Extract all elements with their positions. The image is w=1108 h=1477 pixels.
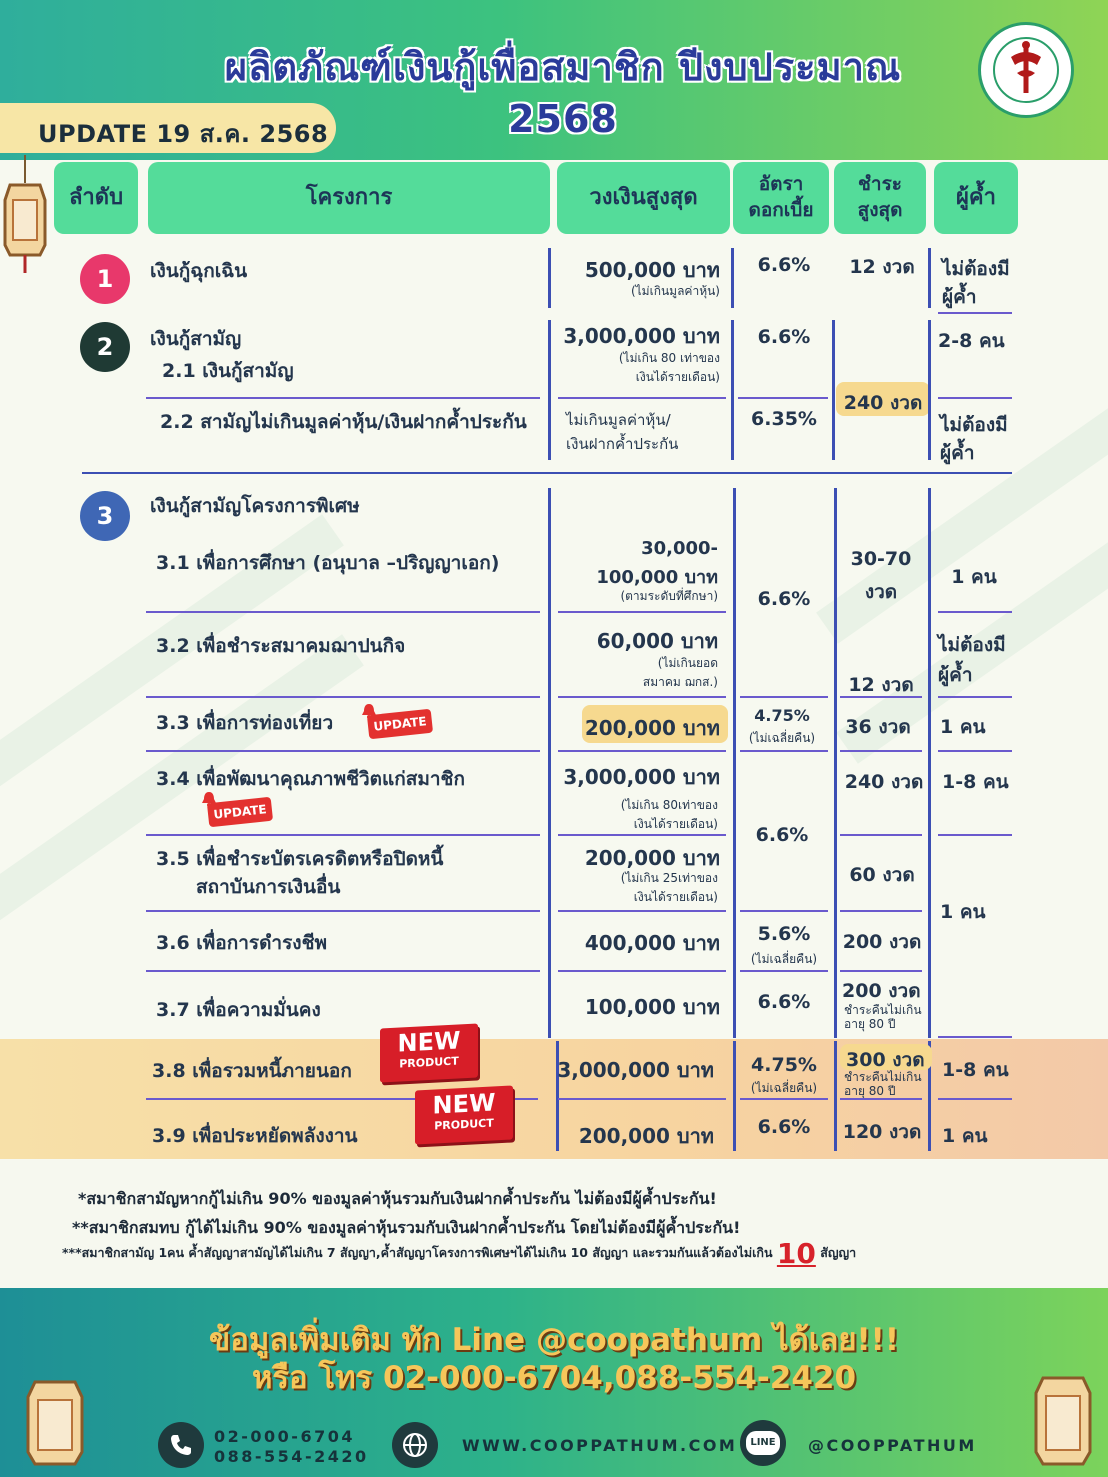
row-3-3-rate-note: (ไม่เฉลี่ยคืน) [748,731,816,745]
divider [558,834,726,836]
header-rate-line1: อัตรา [758,173,804,196]
divider [928,488,931,1038]
header-rate-line2: ดอกเบี้ย [748,199,814,221]
row-1-number-label: 1 [96,265,114,293]
contact-line-2: หรือ โทร 02-000-6704,088-554-2420 [251,1360,857,1396]
row-3-4-guarantor: 1-8 คน [942,771,1009,793]
divider [938,1098,1012,1100]
row-2-1-amount: 3,000,000 บาท [563,324,720,348]
page-title: ผลิตภัณฑ์เงินกู้เพื่อสมาชิก ปีงบประมาณ 2568 [224,45,902,141]
update-badge-label: UPDATE [212,802,268,822]
header-guarantor [934,162,1018,234]
row-3-8-name: 3.8 เพื่อรวมหนี้ภายนอก [152,1060,352,1082]
divider [146,611,540,613]
row-3-6-name: 3.6 เพื่อการดำรงชีพ [156,932,327,954]
header-pay-line2: สูงสุด [857,199,903,221]
row-2-1-name: 2.1 เงินกู้สามัญ [162,360,294,382]
divider [928,320,931,460]
header-payment [834,162,926,234]
row-3-4-5-rate: 6.6% [755,824,809,846]
divider [928,248,931,308]
row-1-rate: 6.6% [757,254,811,276]
row-3-6-pay: 200 งวด [842,931,922,953]
divider [740,750,828,752]
divider [146,970,540,972]
header-max-amount-label: วงเงินสูงสุด [589,185,698,211]
new-product-badge [380,1023,478,1082]
row-3-5-name-l1: 3.5 เพื่อชำระบัตรเครดิตหรือปิดหนี้ [156,848,444,870]
row-3-1-name: 3.1 เพื่อการศึกษา (อนุบาล –ปริญญาเอก) [156,552,500,574]
row-3-4-name: 3.4 เพื่อพัฒนาคุณภาพชีวิตแก่สมาชิก [156,768,465,790]
divider [840,696,922,698]
row-3-7-pay-note-l1: ชำระคืนไม่เกิน [844,1003,922,1017]
divider [740,1098,828,1100]
header-project [148,162,550,234]
row-2-number [80,322,130,372]
row-3-2-amount: 60,000 บาท [596,629,718,653]
divider [840,910,922,912]
row-3-6-rate: 5.6% [757,923,811,945]
divider [558,970,726,972]
row-3-4-pay: 240 งวด [844,771,924,793]
row-3-5-7-guarantor: 1 คน [940,901,986,923]
header-rate [733,162,829,234]
row-1-guarantor-l2: ผู้ค้ำ [942,286,977,308]
row-2-2-guarantor-l2: ผู้ค้ำ [940,442,975,464]
phone-icon[interactable] [158,1422,204,1468]
row-3-2-guarantor-l1: ไม่ต้องมี [938,634,1006,656]
divider [740,696,828,698]
divider [146,696,540,698]
divider [548,320,551,460]
divider [558,611,726,613]
row-3-7-pay-note-l2: อายุ 80 ปี [844,1017,896,1031]
row-2-name: เงินกู้สามัญ [150,328,242,350]
update-date: UPDATE 19 ส.ค. 2568 [38,120,329,148]
row-1-guarantor-l1: ไม่ต้องมี [942,258,1010,280]
row-1-amount: 500,000 บาท [584,258,720,282]
divider [558,1098,726,1100]
row-3-3-pay: 36 งวด [845,716,911,738]
cooperative-emblem-icon [978,22,1074,118]
row-2-2-amount-l2: เงินฝากค้ำประกัน [566,435,679,453]
row-3-3-name: 3.3 เพื่อการท่องเที่ยว [156,712,334,734]
lantern-left-icon [0,155,50,275]
row-3-name: เงินกู้สามัญโครงการพิเศษ [150,495,360,517]
divider [740,970,828,972]
row-3-8-rate: 4.75% [751,1054,817,1076]
divider [548,248,551,308]
row-3-7-amount: 100,000 บาท [584,995,720,1019]
divider [938,312,1012,314]
row-1-pay: 12 งวด [849,256,915,278]
divider [731,248,734,308]
update-badge-label: UPDATE [372,714,428,734]
line-app-icon[interactable] [740,1420,786,1466]
row-3-number-label: 3 [96,502,114,530]
row-3-2-note-l1: (ไม่เกินยอด [657,656,718,670]
row-1-name: เงินกู้ฉุกเฉิน [150,260,248,282]
row-3-1-amount-l1: 30,000- [641,538,718,559]
row-3-6-rate-note: (ไม่เฉลี่ยคืน) [750,952,818,966]
row-3-3-rate: 4.75% [754,706,810,725]
footer-phone-2[interactable]: 088-554-2420 [214,1447,369,1466]
header-project-label: โครงการ [305,185,393,211]
row-3-8-pay: 300 งวด [846,1049,925,1071]
row-3-1-note: (ตามระดับที่ศึกษา) [620,589,718,603]
footer-website[interactable]: WWW.COOPPATHUM.COM [462,1436,738,1455]
row-3-4-amount: 3,000,000 บาท [563,765,720,789]
row-3-1-guarantor: 1 คน [951,566,997,588]
divider [146,750,540,752]
section-divider [82,472,1012,474]
row-2-number-label: 2 [96,333,114,361]
divider [840,834,922,836]
row-2-1-guarantor: 2-8 คน [938,330,1005,352]
divider [938,611,1012,613]
line-icon-label: LINE [746,1431,780,1455]
row-3-1-amount-l2: 100,000 บาท [596,567,718,588]
divider [840,970,922,972]
row-3-7-pay: 200 งวด [842,980,921,1002]
row-3-9-name: 3.9 เพื่อประหยัดพลังงาน [152,1125,358,1147]
new-product-badge [415,1085,513,1144]
header-guarantor-label: ผู้ค้ำ [956,185,996,211]
header-order-label: ลำดับ [68,185,124,211]
header-order [54,162,138,234]
row-3-2-pay: 12 งวด [848,674,914,696]
row-2-pay: 240 งวด [843,392,923,414]
divider [558,750,726,752]
divider [938,834,1012,836]
divider [558,696,726,698]
divider [840,750,922,752]
row-3-2-name: 3.2 เพื่อชำระสมาคมฌาปนกิจ [156,635,406,657]
row-3-4-note-l1: (ไม่เกิน 80เท่าของ [620,798,718,812]
note-3-number: 10 [776,1237,816,1270]
divider [938,397,1012,399]
divider [731,320,734,460]
row-3-8-pay-note-l2: อายุ 80 ปี [844,1084,896,1098]
contact-line-1: ข้อมูลเพิ่มเติม ทัก Line @coopathum ได้เลย!!! [209,1322,899,1358]
row-3-9-guarantor: 1 คน [942,1125,988,1147]
globe-icon[interactable] [392,1422,438,1468]
row-3-3-guarantor: 1 คน [940,716,986,738]
divider [938,696,1012,698]
divider [558,397,726,399]
lantern-footer-right-icon [1028,1368,1098,1472]
row-3-9-amount: 200,000 บาท [578,1124,714,1148]
divider [558,910,726,912]
row-3-5-note-l1: (ไม่เกิน 25เท่าของ [620,871,718,885]
product-badge-label: PRODUCT [399,1054,459,1071]
divider [548,488,551,1038]
row-2-2-guarantor-l1: ไม่ต้องมี [940,414,1008,436]
header-pay-line1: ชำระ [858,173,902,196]
divider [146,834,540,836]
row-3-2-guarantor-l2: ผู้ค้ำ [938,664,973,686]
row-3-1-2-rate: 6.6% [757,588,811,610]
divider [738,397,828,399]
row-3-5-pay: 60 งวด [849,864,915,886]
row-3-5-amount: 200,000 บาท [584,846,720,870]
new-badge-label: NEW [432,1088,496,1120]
row-3-8-pay-note-l1: ชำระคืนไม่เกิน [844,1070,922,1084]
divider [938,750,1012,752]
row-3-5-note-l2: เงินได้รายเดือน) [633,890,718,904]
note-3-text: ***สมาชิกสามัญ 1คน ค้ำสัญญาสามัญได้ไม่เกิน 7 สัญญา,ค้ำสัญญาโครงการพิเศษฯได้ไม่เกิน 10 สัญญา และรวมกันแล้วต้องไม่เกิน [62,1245,773,1260]
header-max-amount [557,162,730,234]
row-2-1-note-l1: (ไม่เกิน 80 เท่าของ [618,351,720,365]
row-3-7-name: 3.7 เพื่อความมั่นคง [156,999,321,1021]
row-1-number [80,254,130,304]
note-1: *สมาชิกสามัญหากกู้ไม่เกิน 90% ของมูลค่าหุ้นรวมกับเงินฝากค้ำประกัน ไม่ต้องมีผู้ค้ำประกัน! [78,1189,717,1208]
row-3-6-amount: 400,000 บาท [584,931,720,955]
row-2-1-note-l2: เงินได้รายเดือน) [635,370,720,384]
row-2-2-name: 2.2 สามัญไม่เกินมูลค่าหุ้น/เงินฝากค้ำประกัน [160,411,527,433]
note-3 [62,1237,856,1270]
row-1-amount-note: (ไม่เกินมูลค่าหุ้น) [630,284,720,298]
row-2-2-rate: 6.35% [751,408,817,430]
divider [146,910,540,912]
note-3-end: สัญญา [820,1245,857,1260]
row-3-1-pay-l1: 30-70 [850,548,912,570]
row-3-8-amount: 3,000,000 บาท [557,1058,714,1082]
note-2: **สมาชิกสมทบ กู้ได้ไม่เกิน 90% ของมูลค่าหุ้นรวมกับเงินฝากค้ำประกัน โดยไม่ต้องมีผู้ค้ำประกัน! [72,1218,741,1237]
row-3-7-rate: 6.6% [757,991,811,1013]
divider [938,1036,1012,1038]
row-3-8-rate-note: (ไม่เฉลี่ยคืน) [750,1081,818,1095]
row-3-8-guarantor: 1-8 คน [942,1059,1009,1081]
divider [832,320,835,460]
row-3-3-amount: 200,000 บาท [584,716,720,740]
row-3-4-note-l2: เงินได้รายเดือน) [633,817,718,831]
row-3-number [80,491,130,541]
divider [740,910,828,912]
row-2-1-rate: 6.6% [757,326,811,348]
row-3-9-rate: 6.6% [757,1116,811,1138]
row-3-5-name-l2: สถาบันการเงินอื่น [196,876,341,898]
row-3-9-pay: 120 งวด [842,1121,922,1143]
new-badge-label: NEW [397,1026,461,1058]
footer-phone-1[interactable]: 02-000-6704 [214,1427,355,1446]
row-2-2-amount-l1: ไม่เกินมูลค่าหุ้น/ [566,411,671,429]
row-3-1-pay-l2: งวด [864,581,898,603]
divider [840,1098,922,1100]
lantern-footer-left-icon [20,1372,90,1472]
divider [146,397,540,399]
row-3-2-note-l2: สมาคม ฌกส.) [642,675,718,689]
product-badge-label: PRODUCT [434,1116,494,1133]
footer-line-id[interactable]: @COOPPATHUM [808,1436,977,1455]
